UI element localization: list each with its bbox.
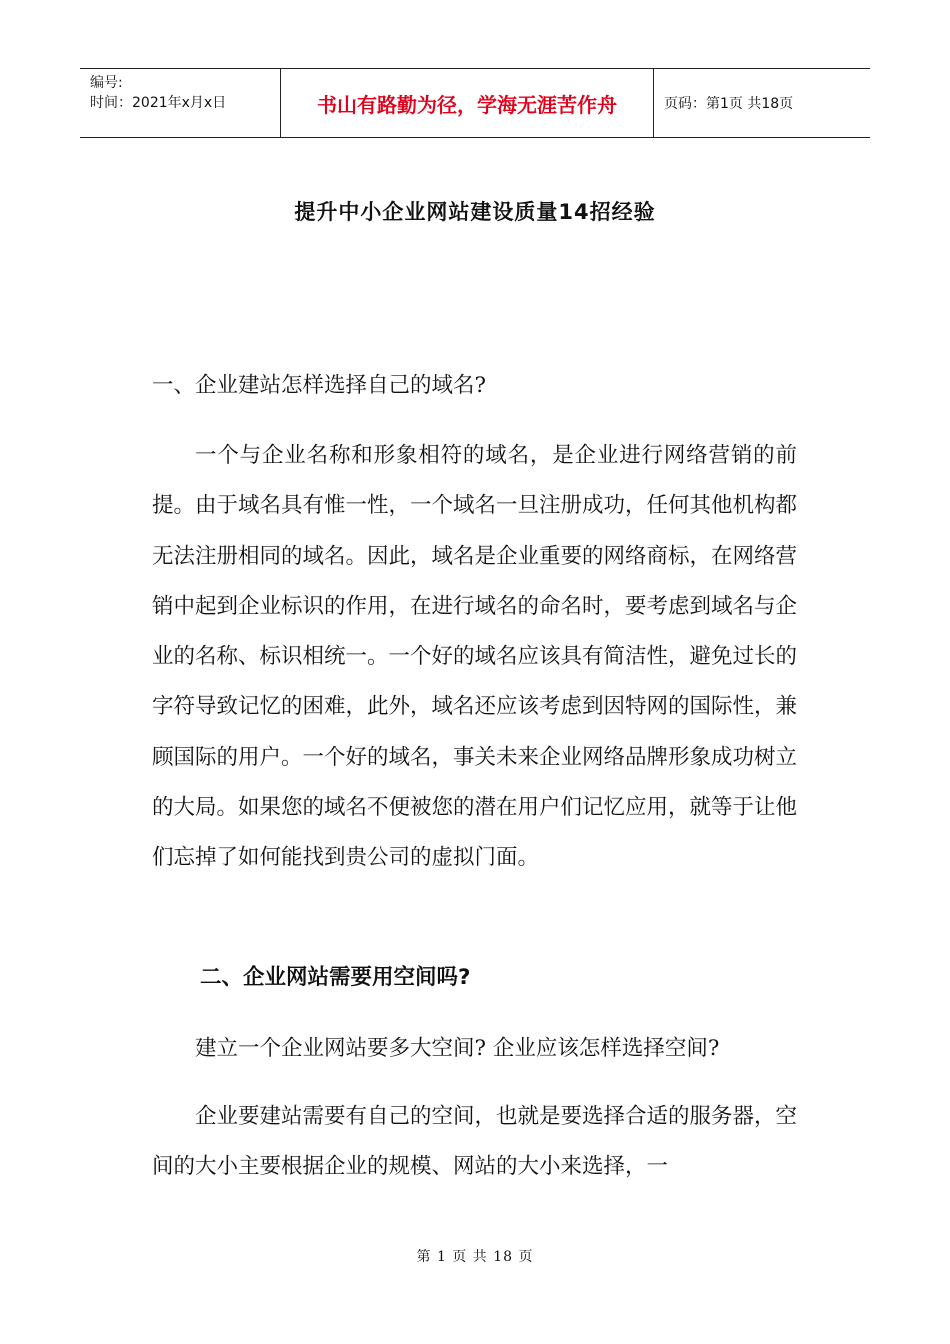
header-page-number: 页码：第1页 共18页 (664, 96, 794, 112)
header-info (80, 69, 281, 137)
header-motto: 书山有路勤为径，学海无涯苦作舟 (281, 69, 654, 137)
section2-paragraph: 企业要建站需要有自己的空间，也就是要选择合适的服务器，空间的大小主要根据企业的规模、网站的大小来选择，一 (152, 1104, 797, 1180)
document-title: 提升中小企业网站建设质量14招经验 (294, 200, 656, 224)
page-footer: 第 1 页 共 18 页 (416, 1249, 534, 1265)
section1-paragraph: 一个与企业名称和形象相符的域名，是企业进行网络营销的前提。由于域名具有惟一性，一个域名一旦注册成功，任何其他机构都无法注册相同的域名。因此，域名是企业重要的网络商标，在网络营销中起到企业标识的作用，在进行域名的命名时，要考虑到域名与企业的名称、标识相统一。一个好的域名应该具有简洁性，避免过长的字符导致记忆的困难，此外，域名还应该考虑到因特网的国际性，兼顾国际的用户。一个好的域名，事关未来企业网络品牌形象成功树立的大局。如果您的域名不便被您的潜在用户们记忆应用，就等于让他们忘掉了如何能找到贵公司的虚拟门面。 (152, 443, 798, 871)
section2-question: 建立一个企业网站要多大空间? 企业应该怎样选择空间? (195, 1036, 720, 1061)
page-header (80, 68, 870, 138)
document-time-label: 时间：2021年x月x日 (90, 95, 227, 111)
document-number-label: 编号: (90, 75, 123, 91)
section1-heading: 一、企业建站怎样选择自己的域名? (152, 373, 487, 398)
section2-heading: 二、企业网站需要用空间吗? (200, 965, 471, 990)
